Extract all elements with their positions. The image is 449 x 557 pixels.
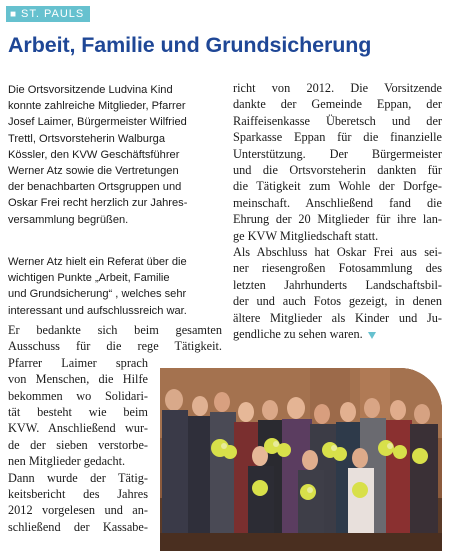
group-photo-image [160,368,442,551]
text-line: Pfarrer Laimer sprach [8,355,148,370]
right-column-paragraph [233,80,442,343]
text-line: von Menschen, die Hilfe [8,372,148,387]
article-end-icon [368,332,376,339]
text-line: versammlung begrüßen. [8,213,129,226]
text-line: Josef Laimer, Bürgermeister Wilfried [8,116,187,129]
text-line: gendliche zu sehen waren. [233,326,442,342]
text-line: die Tätigkeit zum Wohle der Dorfge- [233,179,442,194]
text-line: Ehrung der 20 Mitglieder für ihre lan- [233,212,442,227]
text-line: Dann wurde der Tätig- [8,470,148,485]
text-line: tät besteht wie beim [8,405,148,420]
article-title: Arbeit, Familie und Grundsicherung [8,33,372,57]
text-line: 2012 vorgelesen und an- [8,503,148,518]
text-line: schließend der Kassabe- [8,519,148,534]
text-line: Unterstützung. Der Bürgermeister [233,146,442,161]
text-line: keitsbericht des Jahres [8,487,148,502]
group-photo [160,368,442,551]
text-line: Die Ortsvorsitzende Ludvina Kind [8,84,173,96]
text-line: KVW. Anschließend wur- [8,421,148,436]
text-line: der benachbarten Ortsgruppen und [8,181,182,194]
left-column-paragraph-1 [8,82,222,228]
tag-bullet-icon: ■ [10,9,18,20]
text-line: und Grundsicherung“ , welches sehr [8,288,187,301]
text-line: Raiffeisenkasse Überetsch und der [233,113,442,128]
text-line: Oskar Frei recht herzlich zur Jahres- [8,197,188,210]
text-line: nen Mitglieder gedacht. [8,454,126,469]
text-line: und die Ortsvorsteherin dankten für [233,163,442,178]
text-line: der und auch Fotos gezeigt, in denen [233,294,442,309]
text-line: ältere Mitglieder als Kinder und Ju- [233,310,442,325]
text-line: ge KVW Mitgliedschaft statt. [233,228,379,243]
text-line: wichtigen Punkte „Arbeit, Familie [8,272,170,285]
text-line: Als Abschluss hat Oskar Frei aus sei- [233,245,442,260]
text-line: interessant und aufschlussreich war. [8,304,187,317]
left-column-paragraph-2-sans [8,254,222,319]
text-line: Ausschuss für die rege Tätigkeit. [8,339,222,354]
text-line: letzten Jahrhunderts Landschaftsbil- [233,277,442,292]
text-line: dankte der Gemeinde Eppan, der [233,97,442,112]
text-line: de der sieben verstorbe- [8,437,148,452]
text-line: meinschaft. Anschließend fand die [233,195,442,210]
text-line: Werner Atz hielt ein Referat über die [8,256,187,268]
text-line: Er bedankte sich beim gesamten [8,323,222,337]
text-line: Sparkasse Eppan für die finanzielle [233,130,442,145]
section-tag [6,6,90,22]
text-line: bekommen wo Solidari- [8,388,148,403]
text-line: Werner Atz sowie die Vertretungen [8,165,179,178]
text-line: Kössler, den KVW Geschäftsführer [8,148,180,161]
section-tag-label: ST. PAULS [21,8,85,20]
text-line: ner riesengroßen Fotosammlung des [233,261,442,276]
text-line: konnte zahlreiche Mitglieder, Pfarrer [8,100,186,113]
text-line: richt von 2012. Die Vorsitzende [233,81,442,95]
text-line: Trettl, Ortsvorsteherin Walburga [8,132,166,145]
